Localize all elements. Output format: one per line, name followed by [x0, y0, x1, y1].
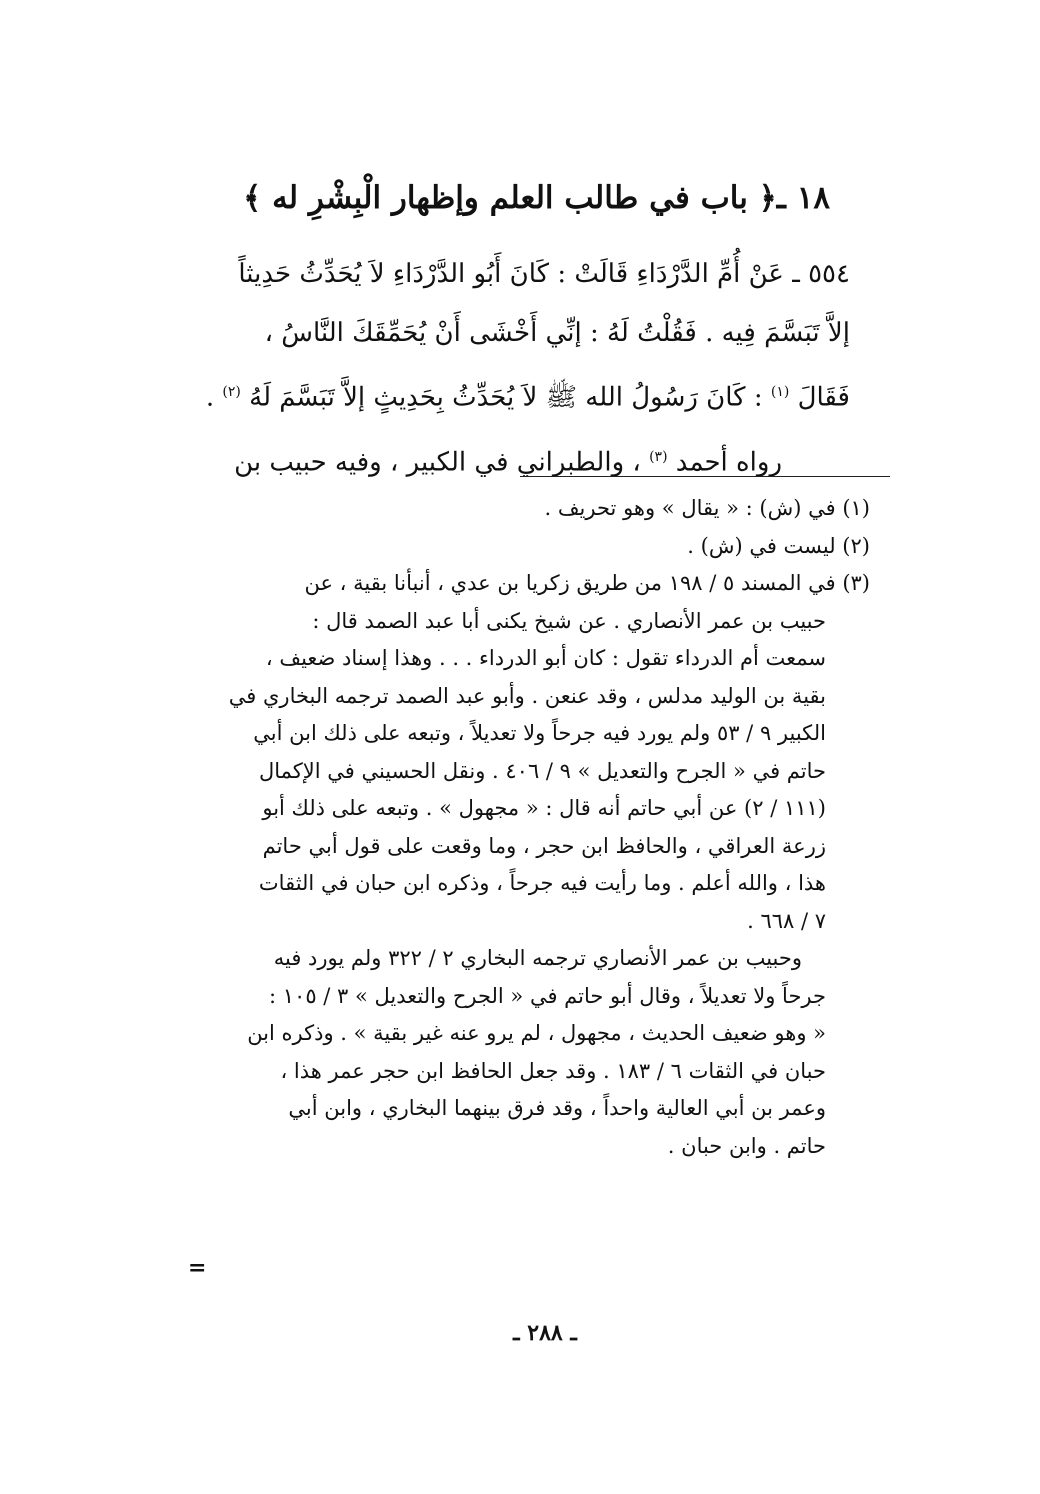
continuation-mark: =	[188, 1255, 207, 1281]
footnote-3-line: سمعت أم الدرداء تقول : كان أبو الدرداء . . . وهذا إسناد ضعيف ،	[265, 646, 826, 670]
footnote-3-line: حاتم في « الجرح والتعديل » ٩ / ٤٠٦ . ونقل الحسيني في الإكمال	[258, 758, 826, 783]
footnote-3-paragraph-2-line: « وهو ضعيف الحديث ، مجهول ، لم يرو عنه غير بقية » . وذكره ابن	[247, 1021, 826, 1045]
footnote-3-paragraph-2-line: وحبيب بن عمر الأنصاري ترجمه البخاري ٢ / ٣٢٢ ولم يورد فيه	[273, 946, 802, 970]
footnote-3-line: بقية بن الوليد مدلس ، وقد عنعن . وأبو عبد الصمد ترجمه البخاري في	[228, 683, 826, 708]
chapter-heading: ١٨ ـ﴿ باب في طالب العلم وإظهار الْبِشْرِ له ﴾	[243, 180, 830, 216]
footnote-3-line: هذا ، والله أعلم . وما رأيت فيه جرحاً ، وذكره ابن حبان في الثقات	[258, 871, 826, 895]
page-number: ـ ٢٨٨ ـ	[513, 1320, 577, 1346]
footnote-3-paragraph-2-line: حبان في الثقات ٦ / ١٨٣ . وقد جعل الحافظ ابن حجر عمر هذا ،	[280, 1058, 826, 1083]
footnote-3-paragraph-2-line: جرحاً ولا تعديلاً ، وقال أبو حاتم في « الجرح والتعديل » ٣ / ١٠٥ :	[269, 983, 826, 1008]
footnote-3-line: الكبير ٩ / ٥٣ ولم يورد فيه جرحاً ولا تعديلاً ، وتبعه على ذلك ابن أبي	[253, 721, 826, 745]
hadith-line-3-middle: : كَانَ رَسُولُ الله ﷺ لاَ يُحَدِّثُ بِحَدِيثٍ إلاَّ تَبَسَّمَ لَهُ	[249, 382, 763, 413]
footnote-3-line: (٣) في المسند ٥ / ١٩٨ من طريق زكريا بن عدي ، أنبأنا بقية ، عن	[304, 571, 870, 595]
hadith-line-4	[190, 428, 850, 493]
footnote-3-line: (١١١ / ٢) عن أبي حاتم أنه قال : « مجهول » . وتبعه على ذلك أبو	[262, 796, 826, 820]
hadith-line-4-start: رواه أحمد	[675, 447, 782, 478]
footnote-ref-1: (١)	[770, 384, 790, 400]
footnote-3-line: زرعة العراقي ، والحافظ ابن حجر ، وما وقعت على قول أبي حاتم	[262, 833, 826, 858]
footnote-ref-2: (٢)	[222, 384, 241, 400]
footnote-3-line: حبيب بن عمر الأنصاري . عن شيخ يكنى أبا عبد الصمد قال :	[312, 608, 826, 633]
hadith-line-2: إلاَّ تَبَسَّمَ فِيه . فَقُلْتُ لَهُ : إنِّي أَخْشَى أَنْ يُحَمِّقَكَ النَّاسُ ،	[264, 318, 850, 348]
hadith-text	[190, 245, 850, 492]
footnote-3-paragraph-2-line: وعمر بن أبي العالية واحداً ، وقد فرق بينهما البخاري ، وابن أبي	[288, 1096, 826, 1120]
hadith-line-1: ٥٥٤ ـ عَنْ أُمِّ الدَّرْدَاءِ قَالَتْ : كَانَ أَبُو الدَّرْدَاءِ لاَ يُحَدِّثُ حَدِيثاً	[238, 259, 850, 289]
footnote-3-line: ٧ / ٦٦٨ .	[747, 908, 826, 933]
hadith-line-3-start: فَقَالَ	[797, 382, 850, 413]
footnotes	[190, 490, 870, 1165]
footnote-divider	[520, 476, 890, 477]
footnote-3-paragraph-2-line: حاتم . وابن حبان .	[667, 1133, 826, 1158]
hadith-line-3-end: .	[205, 382, 215, 413]
footnote-1: (١) في (ش) : « يقال » وهو تحريف .	[544, 496, 870, 520]
hadith-line-4-end: ، والطبراني في الكبير ، وفيه حبيب بن	[234, 447, 641, 478]
footnote-2: (٢) ليست في (ش) .	[687, 533, 870, 558]
hadith-line-3	[190, 363, 850, 428]
footnote-ref-3: (٣)	[649, 448, 668, 465]
